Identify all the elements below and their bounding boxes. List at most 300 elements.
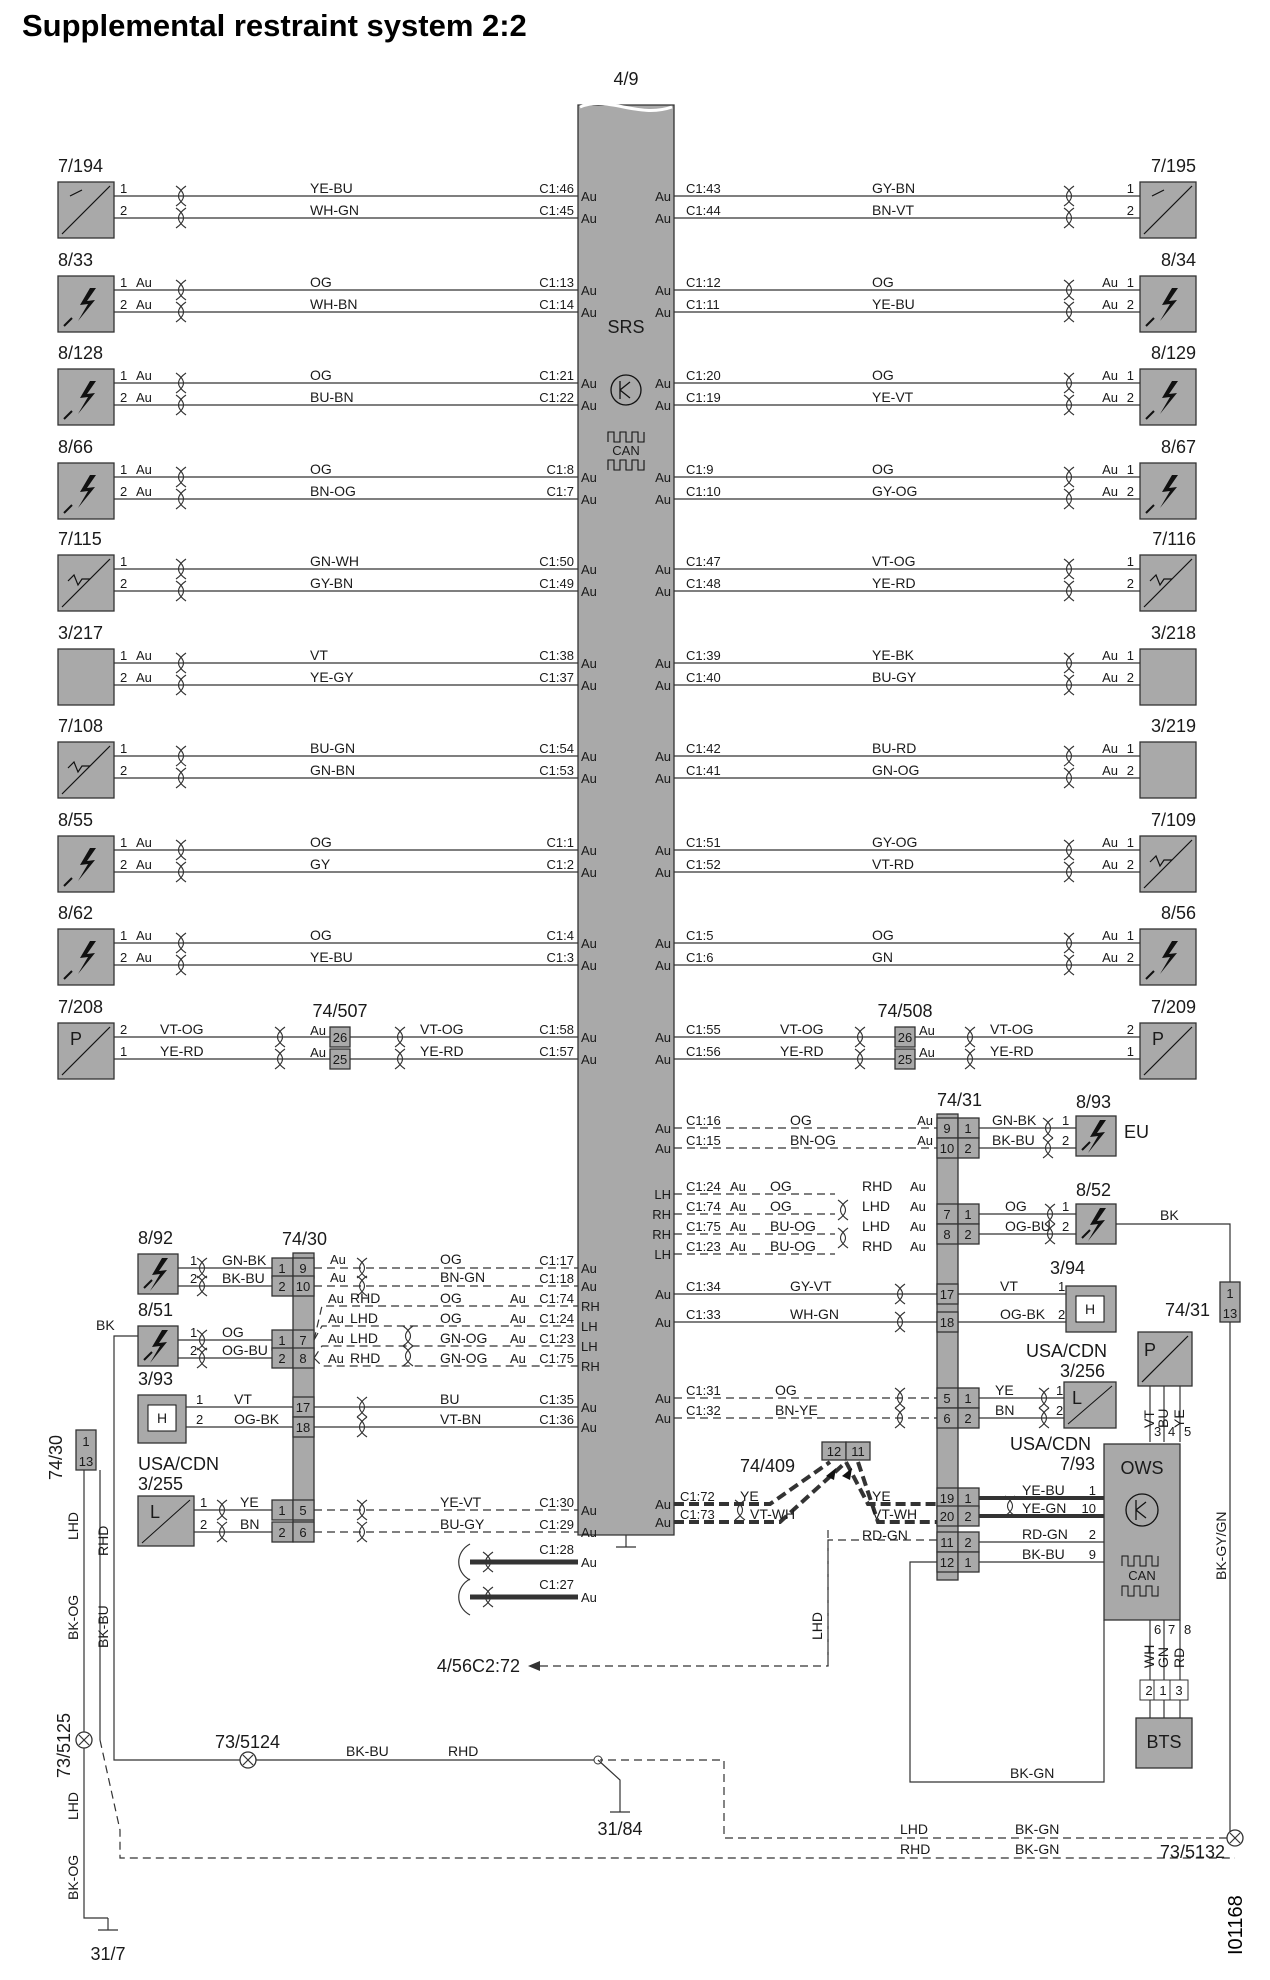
right-srs-au-3-0: Au [655, 470, 671, 485]
right-srs-au-6-0: Au [655, 749, 671, 764]
ows-bottom-pin-0: 6 [1154, 1622, 1162, 1637]
c3256-srs-code-1: C1:32 [686, 1403, 721, 1418]
c852-srs-side-0: LH [654, 1187, 671, 1202]
right-wire-color-6-0: BU-RD [872, 740, 917, 756]
c851-au-2: Au [328, 1331, 344, 1346]
left-au-2-1: Au [136, 390, 152, 405]
c852-srs-code-3: C1:23 [686, 1239, 721, 1254]
right-au-5-1: Au [1102, 670, 1118, 685]
c892-srs-wire-color-1: BN-GN [440, 1269, 486, 1285]
left-pin-2-1: 2 [120, 390, 128, 405]
left-wire-color-5-1: YE-GY [310, 669, 354, 685]
twisted-pair-icon [403, 1346, 413, 1366]
eu-side-wire-color-0: GN-BK [992, 1112, 1037, 1128]
airbag-igniter-icon [58, 929, 114, 985]
left-srs-code-5-0: C1:38 [539, 648, 574, 663]
shield-srs-au-1: Au [581, 1590, 597, 1605]
ows-ref: 7/93 [1060, 1454, 1096, 1474]
airbag-igniter-icon [58, 369, 114, 425]
c394-side-wire-color-1: OG-BK [1000, 1306, 1046, 1322]
right-pin-0-0: 1 [1126, 181, 1134, 196]
left-srs-au-4-1: Au [581, 584, 597, 599]
airbag-igniter-icon [1076, 1116, 1116, 1156]
component-3-256-ref: 3/256 [1060, 1361, 1106, 1381]
right-component-ref-2: 8/129 [1150, 343, 1196, 363]
left-srs-au-7-1: Au [581, 865, 597, 880]
c393-conn-pin-label: 17 [295, 1400, 311, 1415]
left-wire-color-0-1: WH-GN [310, 202, 359, 218]
c851-srs-code-3: C1:75 [539, 1351, 574, 1366]
component-8-51-ref: 8/51 [138, 1300, 174, 1320]
ground-317-wire [84, 1900, 108, 1918]
c3255-conn-pin-b-label: 5 [299, 1503, 307, 1518]
c74409-wire-color-1: VT-WH [750, 1506, 796, 1522]
right-component-ref-6: 3/219 [1150, 716, 1196, 736]
left-srs-code-8-1: C1:3 [546, 950, 574, 965]
rhd-bottom-label: RHD [448, 1743, 479, 1759]
left-wire-color-2-1: BU-BN [310, 389, 354, 405]
left-pin-7-0: 1 [120, 835, 128, 850]
c394-wire-color-1: WH-GN [790, 1306, 839, 1322]
p-sensor-wire-color-0: VT [1141, 1410, 1157, 1428]
right-pin-2-1: 2 [1126, 390, 1134, 405]
ows-bottom-wire-1: GN [1155, 1647, 1171, 1668]
occupant-weight-sensor-icon [1104, 1444, 1180, 1620]
eu-conn-pin-b-label: 1 [964, 1121, 972, 1136]
left-srs-code-4-1: C1:49 [539, 576, 574, 591]
c394-srs-code-0: C1:34 [686, 1279, 721, 1294]
eu-conn-pin-a-label: 9 [943, 1121, 951, 1136]
c3256-pin-1: 2 [1056, 1403, 1064, 1418]
c3255-wire-color-1: BN [240, 1516, 260, 1532]
c852-bk-label: BK [1160, 1207, 1179, 1223]
c3256-srs-au-1: Au [655, 1411, 671, 1426]
p-sensor-pin-0: 3 [1154, 1424, 1162, 1439]
rhd-dashed-return [100, 1740, 1235, 1858]
left-pin-6-0: 1 [120, 741, 128, 756]
ref-arrow-label: 4/56C2:72 [436, 1656, 520, 1676]
c851-conn-pin-b-label: 8 [299, 1351, 307, 1366]
shield-srs-au-0: Au [581, 1555, 597, 1570]
left-component-ref-8: 8/62 [58, 903, 94, 923]
c851-au-1: Au [328, 1311, 344, 1326]
left-srs-au-6-1: Au [581, 771, 597, 786]
right-srs-code-5-0: C1:39 [686, 648, 721, 663]
c851-conn-pin-b-label: 7 [299, 1333, 307, 1348]
left-component-ref-0: 7/194 [58, 156, 104, 176]
lower-lhd-label: LHD [65, 1791, 81, 1820]
c892-pin-0: 1 [190, 1253, 198, 1268]
c852-wire-color-1: OG [770, 1198, 792, 1214]
document-code: I01168 [1225, 1895, 1247, 1955]
left-srs-au-4-0: Au [581, 562, 597, 577]
left-srs-au-6-0: Au [581, 749, 597, 764]
ows-wire-color-3: BK-BU [1022, 1546, 1065, 1562]
c3256-conn-pin-b-label: 1 [964, 1391, 972, 1406]
right-pin-2-0: 1 [1126, 368, 1134, 383]
right-srs-code-0-0: C1:43 [686, 181, 721, 196]
airbag-igniter-icon [58, 463, 114, 519]
ows-wire-color-1: YE-GN [1022, 1500, 1067, 1516]
pressure-sensor-letter: P [70, 1029, 83, 1049]
left-wire-color-9-0: VT-OG [160, 1021, 204, 1037]
airbag-igniter-icon [1076, 1204, 1116, 1244]
component-8-92-ref: 8/92 [138, 1228, 174, 1248]
left-pin-6-1: 2 [120, 763, 128, 778]
pressure-sensor-letter: P [1152, 1029, 1165, 1049]
c393-wire-color-0: VT [234, 1391, 252, 1407]
c852-au-b-0: Au [910, 1179, 926, 1194]
component-body [1140, 649, 1196, 705]
c393-pin-1: 2 [196, 1412, 204, 1427]
left-srs-code-3-1: C1:7 [546, 484, 574, 499]
c851-au-b-3: Au [510, 1351, 526, 1366]
pressure-sensor-icon [58, 1023, 114, 1079]
c892-wire-color-1: BK-BU [222, 1270, 265, 1286]
right-srs-au-8-0: Au [655, 936, 671, 951]
coil-letter: H [1084, 1301, 1096, 1317]
c3256-side-wire-color-1: BN [995, 1402, 1015, 1418]
right-srs-code-8-1: C1:6 [686, 950, 714, 965]
left-wire-color-b-9-1: YE-RD [420, 1043, 464, 1059]
bk-wire-label: BK [96, 1317, 115, 1333]
c892-pin-1: 2 [190, 1271, 198, 1286]
left-srs-code-5-1: C1:37 [539, 670, 574, 685]
left-srs-code-1-0: C1:13 [539, 275, 574, 290]
pressure-sensor-icon [1138, 1332, 1192, 1386]
component-3-93-ref: 3/93 [138, 1369, 174, 1389]
splice-73-5125-label: 73/5125 [54, 1712, 74, 1778]
right-wire-color-7-0: GY-OG [872, 834, 918, 850]
shield-cable-icon [459, 1544, 470, 1580]
bk-gn-loop [910, 1562, 1104, 1782]
bts-label: BTS [1146, 1732, 1182, 1752]
ows-conn-pin-b-label: 2 [964, 1509, 972, 1524]
eu-wire-color-1: BN-OG [790, 1132, 836, 1148]
crash-sensor-icon [1140, 555, 1196, 611]
left-au-1-1: Au [136, 297, 152, 312]
c892-srs-wire-color-0: OG [440, 1251, 462, 1267]
left-wire-color-8-1: YE-BU [310, 949, 353, 965]
right-srs-code-3-1: C1:10 [686, 484, 721, 499]
connector-74-409-ref: 74/409 [740, 1456, 796, 1476]
left-pin-7-1: 2 [120, 857, 128, 872]
c74409-srs-au-0: Au [655, 1497, 671, 1512]
left-wire-color-9-1: YE-RD [160, 1043, 204, 1059]
ows-bottom-wire-2: RD [1171, 1647, 1187, 1668]
left-pin-4-0: 1 [120, 554, 128, 569]
c3256-wire-color-0: OG [775, 1382, 797, 1398]
left-pin-3-0: 1 [120, 462, 128, 477]
right-wire-color-b-9-0: VT-OG [990, 1021, 1034, 1037]
c851-srs-wire-color-1: OG [440, 1310, 462, 1326]
right-srs-code-8-0: C1:5 [686, 928, 714, 943]
c892-srs-code-1: C1:18 [539, 1271, 574, 1286]
right-srs-au-1-1: Au [655, 305, 671, 320]
right-srs-code-6-0: C1:42 [686, 741, 721, 756]
plain-block-icon [1140, 742, 1196, 798]
right-srs-au-2-1: Au [655, 398, 671, 413]
right-srs-code-3-0: C1:9 [686, 462, 714, 477]
component-8-52-ref: 8/52 [1076, 1180, 1112, 1200]
c3255-wire-color-0: YE [240, 1494, 259, 1510]
left-pin-8-1: 2 [120, 950, 128, 965]
c852-variant-2: LHD [862, 1218, 891, 1234]
connector-74-31b-pin-1: 1 [1226, 1286, 1234, 1301]
c3255-srs-wire-color-1: BU-GY [440, 1516, 485, 1532]
left-srs-code-8-0: C1:4 [546, 928, 574, 943]
right-srs-au-4-1: Au [655, 584, 671, 599]
left-component-ref-2: 8/128 [58, 343, 104, 363]
c892-au: Au [330, 1252, 346, 1267]
connector-74-31-ref: 74/31 [937, 1090, 983, 1110]
left-srs-code-7-0: C1:1 [546, 835, 574, 850]
airbag-igniter-icon [58, 276, 114, 332]
airbag-igniter-icon [1140, 276, 1196, 332]
vertical-lhd-label: LHD [65, 1511, 81, 1540]
right-srs-au-9-0: Au [655, 1030, 671, 1045]
right-pin-8-0: 1 [1126, 928, 1134, 943]
c3255-srs-code-0: C1:30 [539, 1495, 574, 1510]
left-srs-au-5-0: Au [581, 656, 597, 671]
right-au-6-0: Au [1102, 741, 1118, 756]
right-srs-au-9-1: Au [655, 1052, 671, 1067]
c74409-srs-code-1: C1:73 [680, 1507, 715, 1522]
right-srs-code-0-1: C1:44 [686, 203, 721, 218]
c851-srs-wire-color-3: GN-OG [440, 1350, 488, 1366]
c851-au-b-2: Au [510, 1331, 526, 1346]
right-srs-code-4-0: C1:47 [686, 554, 721, 569]
ows-bottom-pin-1: 7 [1168, 1622, 1176, 1637]
bottom-lhd-label: LHD [900, 1821, 929, 1837]
crash-sensor-icon [1140, 836, 1196, 892]
connector-74-31b-ref: 74/31 [1165, 1300, 1211, 1320]
right-srs-au-3-1: Au [655, 492, 671, 507]
c892-au: Au [330, 1270, 346, 1285]
left-pin-9-1: 1 [120, 1044, 128, 1059]
component-3-255-market: USA/CDN [138, 1454, 220, 1474]
left-pin-9-0: 2 [120, 1022, 128, 1037]
limit-switch-letter: L [1072, 1388, 1083, 1408]
right-srs-code-4-1: C1:48 [686, 576, 721, 591]
left-srs-au-3-1: Au [581, 492, 597, 507]
left-srs-au-5-1: Au [581, 678, 597, 693]
c852-variant-1: LHD [862, 1198, 891, 1214]
left-wire-color-0-0: YE-BU [310, 180, 353, 196]
p-sensor-wire-color-2: YE [1171, 1409, 1187, 1428]
c852-conn-pin-a-label: 7 [943, 1207, 951, 1222]
c851-srs-code-0: C1:74 [539, 1291, 574, 1306]
connector-74-30b-pin-1: 1 [82, 1434, 90, 1449]
airbag-igniter-icon [1140, 929, 1196, 985]
eu-pin-0: 1 [1062, 1113, 1070, 1128]
left-au-8-1: Au [136, 950, 152, 965]
seat-weight-sensor-icon [1140, 182, 1196, 238]
limit-switch-icon [138, 1496, 194, 1546]
ows-conn-pin-a-label: 11 [940, 1535, 954, 1550]
c852-srs-side-2: RH [652, 1227, 671, 1242]
left-au-5-1: Au [136, 670, 152, 685]
eu-srs-au-1: Au [655, 1141, 671, 1156]
right-wire-color-9-0: VT-OG [780, 1021, 824, 1037]
eu-conn-pin-b-label: 2 [964, 1141, 972, 1156]
left-au-3-1: Au [136, 484, 152, 499]
right-wire-color-2-1: YE-VT [872, 389, 914, 405]
c852-pin-0: 1 [1062, 1199, 1070, 1214]
left-wire-color-1-0: OG [310, 274, 332, 290]
right-wire-color-1-1: YE-BU [872, 296, 915, 312]
right-wire-color-4-0: VT-OG [872, 553, 916, 569]
c394-pin-0: 1 [1058, 1279, 1066, 1294]
left-pin-5-1: 2 [120, 670, 128, 685]
c393-srs-wire-color-1: VT-BN [440, 1411, 482, 1427]
c3256-pin-0: 1 [1056, 1383, 1064, 1398]
c892-srs-au-0: Au [581, 1261, 597, 1276]
twisted-pair-icon [838, 1228, 848, 1248]
right-srs-code-5-1: C1:40 [686, 670, 721, 685]
left-wire-color-6-1: GN-BN [310, 762, 356, 778]
right-wire-color-5-0: YE-BK [872, 647, 915, 663]
right-wire-color-7-1: VT-RD [872, 856, 914, 872]
c3255-pin-0: 1 [200, 1495, 208, 1510]
c851-au-b-0: Au [510, 1291, 526, 1306]
c74409-right-wire-color-1: VT-WH [872, 1506, 918, 1522]
left-component-ref-6: 7/108 [58, 716, 104, 736]
left-wire-color-7-0: OG [310, 834, 332, 850]
c393-srs-code-0: C1:35 [539, 1392, 574, 1407]
c852-wire-color-2: BU-OG [770, 1218, 816, 1234]
inline-connector-au: Au [919, 1045, 935, 1060]
c393-pin-0: 1 [196, 1392, 204, 1407]
right-srs-au-7-0: Au [655, 843, 671, 858]
shield-cable-icon [459, 1579, 470, 1615]
c851-srs-wire-color-2: GN-OG [440, 1330, 488, 1346]
right-pin-3-0: 1 [1126, 462, 1134, 477]
c851-variant-0: RHD [350, 1290, 381, 1306]
ows-pin-3: 9 [1088, 1547, 1096, 1562]
connector-74-409-pin-11-label: 11 [851, 1444, 865, 1459]
right-wire-color-8-1: GN [872, 949, 893, 965]
c852-au-b-2: Au [910, 1219, 926, 1234]
p-sensor-letter: P [1144, 1340, 1157, 1360]
c851-srs-side-1: LH [581, 1319, 598, 1334]
lhd-vertical-label: LHD [809, 1611, 825, 1640]
connector-74-30-ref: 74/30 [282, 1229, 328, 1249]
left-pin-0-0: 1 [120, 181, 128, 196]
left-srs-code-1-1: C1:14 [539, 297, 574, 312]
left-srs-au-1-1: Au [581, 305, 597, 320]
c74409-srs-au-1: Au [655, 1515, 671, 1530]
left-wire-color-8-0: OG [310, 927, 332, 943]
left-au-1-0: Au [136, 275, 152, 290]
srs-module-ref: 4/9 [613, 69, 639, 89]
ows-wire-color-0: YE-BU [1022, 1482, 1065, 1498]
left-srs-code-6-0: C1:54 [539, 741, 574, 756]
ground-31-84-label: 31/84 [597, 1819, 643, 1839]
c852-wire-color-3: BU-OG [770, 1238, 816, 1254]
right-pin-8-1: 2 [1126, 950, 1134, 965]
left-pin-1-1: 2 [120, 297, 128, 312]
airbag-igniter-icon [138, 1326, 178, 1366]
right-pin-7-1: 2 [1126, 857, 1134, 872]
left-srs-code-0-0: C1:46 [539, 181, 574, 196]
right-srs-au-2-0: Au [655, 376, 671, 391]
c394-srs-au-0: Au [655, 1287, 671, 1302]
left-srs-code-6-1: C1:53 [539, 763, 574, 778]
right-wire-color-9-1: YE-RD [780, 1043, 824, 1059]
right-au-3-1: Au [1102, 484, 1118, 499]
component-body [58, 649, 114, 705]
right-srs-au-8-1: Au [655, 958, 671, 973]
ows-label: OWS [1120, 1458, 1164, 1478]
eu-market-label: EU [1124, 1122, 1150, 1142]
ows-conn-pin-b-label: 1 [964, 1491, 972, 1506]
c74409-right-wire-color-0: YE [872, 1488, 891, 1504]
c851-variant-1: LHD [350, 1310, 379, 1326]
c851-srs-side-0: RH [581, 1299, 600, 1314]
left-pin-2-0: 1 [120, 368, 128, 383]
right-wire-color-b-9-1: YE-RD [990, 1043, 1034, 1059]
c3256-wire-color-1: BN-YE [775, 1402, 818, 1418]
right-au-7-0: Au [1102, 835, 1118, 850]
left-au-3-0: Au [136, 462, 152, 477]
c394-pin-1: 2 [1058, 1307, 1066, 1322]
ref-arrow-head [528, 1661, 540, 1671]
c3255-conn-pin-b-label: 6 [299, 1525, 307, 1540]
c393-conn-pin-label: 18 [295, 1420, 311, 1435]
left-pin-0-1: 2 [120, 203, 128, 218]
right-srs-au-0-0: Au [655, 189, 671, 204]
left-srs-au-0-1: Au [581, 211, 597, 226]
left-srs-au-9-0: Au [581, 1030, 597, 1045]
left-component-ref-7: 8/55 [58, 810, 94, 830]
eu-wire-color-0: OG [790, 1112, 812, 1128]
right-srs-code-9-0: C1:55 [686, 1022, 721, 1037]
srs-module-label: SRS [607, 317, 645, 337]
right-pin-5-1: 2 [1126, 670, 1134, 685]
left-au-5-0: Au [136, 648, 152, 663]
c852-srs-code-2: C1:75 [686, 1219, 721, 1234]
right-srs-au-5-1: Au [655, 678, 671, 693]
right-srs-code-2-1: C1:19 [686, 390, 721, 405]
right-wire-color-5-1: BU-GY [872, 669, 917, 685]
c852-conn-pin-a-label: 8 [943, 1227, 951, 1242]
right-inline-connector-ref: 74/508 [877, 1001, 933, 1021]
ows-conn-pin-a-label: 19 [939, 1491, 955, 1506]
eu-conn-au-0: Au [917, 1113, 933, 1128]
splice-73-5132-label: 73/5132 [1159, 1842, 1225, 1862]
shield-srs-code-1: C1:27 [539, 1577, 574, 1592]
p-sensor-wire-color-1: BU [1155, 1408, 1171, 1428]
c892-conn-pin-a-label: 1 [278, 1261, 286, 1276]
srs-can-label: CAN [612, 443, 640, 458]
right-pin-9-1: 1 [1126, 1044, 1134, 1059]
left-wire-color-4-0: GN-WH [310, 553, 359, 569]
c394-srs-au-1: Au [655, 1315, 671, 1330]
c852-side-wire-color-0: OG [1005, 1198, 1027, 1214]
inline-connector-au: Au [310, 1045, 326, 1060]
c852-variant-0: RHD [862, 1178, 893, 1194]
twisted-pair-icon [838, 1200, 848, 1220]
right-au-1-1: Au [1102, 297, 1118, 312]
eu-conn-au-1: Au [917, 1133, 933, 1148]
bottom-lhd-wire: BK-GN [1015, 1821, 1060, 1837]
right-srs-au-1-0: Au [655, 283, 671, 298]
bts-connector-pin-label: 3 [1175, 1683, 1183, 1698]
eu-pin-1: 2 [1062, 1133, 1070, 1148]
left-srs-code-9-0: C1:58 [539, 1022, 574, 1037]
left-srs-au-0-0: Au [581, 189, 597, 204]
